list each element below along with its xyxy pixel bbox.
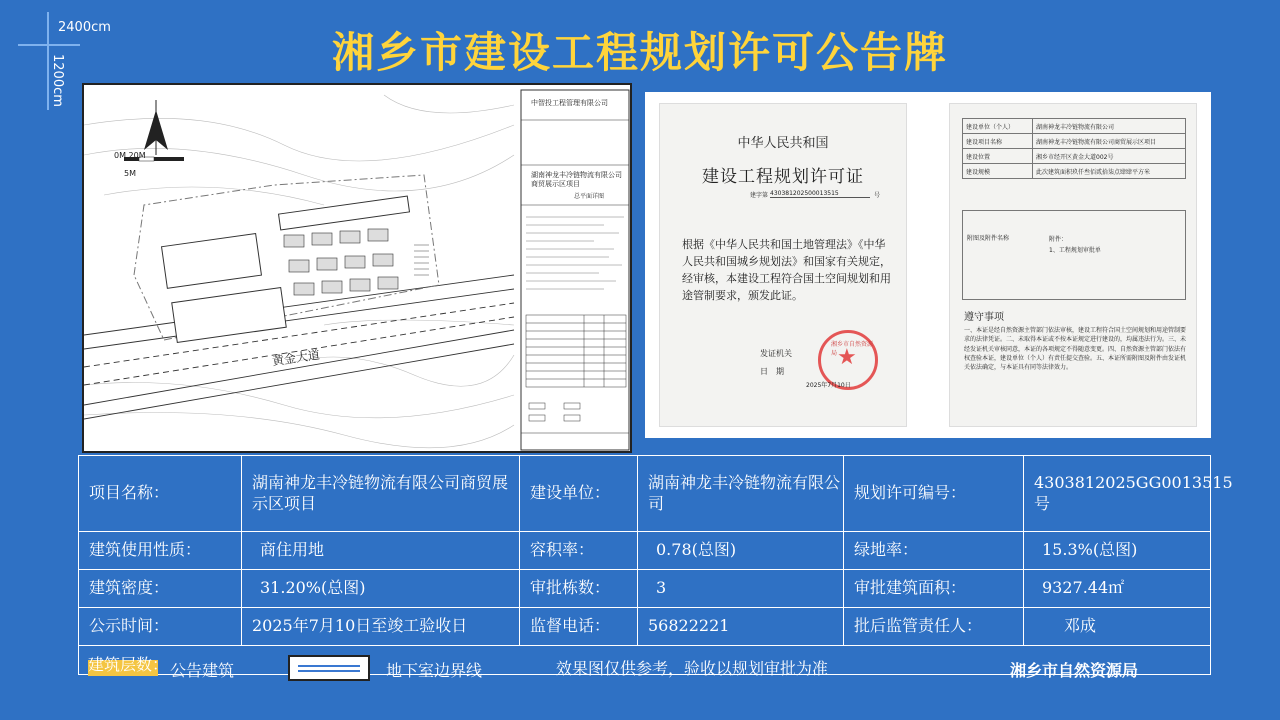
density-label: 建筑密度： — [79, 570, 242, 608]
use-label: 建筑使用性质： — [79, 532, 242, 570]
permit-certificate-front — [659, 103, 907, 427]
height-dimension-label: 1200cm — [50, 54, 65, 107]
table-row: 建设规模 此次建筑面积玖仟叁佰贰拾柒点肆肆平方米 — [963, 164, 1186, 179]
certificate-date-label: 日 期 — [760, 367, 784, 376]
attachment-value — [1049, 235, 1101, 257]
far-value: 0.78(总图) — [638, 532, 844, 570]
attachment-item: 1、工程规划审批单 — [1049, 246, 1101, 254]
certificate-number: 430381202500013515 — [770, 190, 870, 198]
green-value: 15.3%(总图) — [1024, 532, 1210, 570]
basement-line-swatch — [288, 655, 370, 681]
drawing-scale-label: 0M 20M — [114, 151, 146, 160]
seal-date: 2025年7月10日 — [806, 382, 851, 389]
bureau-name: 湘乡市自然资源局 — [1010, 661, 1139, 680]
period-label: 公示时间： — [79, 608, 242, 646]
seal-text: 湘乡市自然资源局 — [831, 341, 874, 357]
supervisor-label: 批后监管责任人： — [844, 608, 1024, 646]
project-info-table — [78, 455, 1233, 675]
attachment-label: 附图及附件名称 — [967, 235, 1010, 242]
site-plan-svg — [84, 85, 632, 453]
buildings-label: 审批栋数： — [520, 570, 638, 608]
permit-no-label: 规划许可编号： — [844, 456, 1024, 532]
phone-label: 监督电话： — [520, 608, 638, 646]
rules-text: 一、本证是经自然资源主管部门依法审核，建设工程符合国土空间规划和用途管制要求的法律凭证。二、未取得本证或不按本证规定进行建设的，均属违法行为。三、未经发证机关审核同意，本证的各项规定不得随意变更。四、自然资源主管部门依法有权查验本证，建设单位（个人）有责任提交查验。五、本证所需附图及附件由发证机关依法确定，与本证具有同等法律效力。 — [964, 327, 1187, 372]
floors-label: 建筑层数： — [88, 655, 169, 674]
permit-certificate-back — [949, 103, 1197, 427]
use-value: 商住用地 — [242, 532, 520, 570]
drawing-sheet: 总平面详图 — [574, 193, 605, 200]
density-value: 31.20%(总图) — [242, 570, 520, 608]
drawing-scale-sub: 5M — [124, 169, 136, 178]
drawing-project: 湖南神龙丰冷链物流有限公司商贸展示区项目 — [531, 171, 622, 188]
project-name-label: 项目名称： — [79, 456, 242, 532]
basement-line-label: 地下室边界线 — [386, 661, 483, 680]
builder-name: 湖南神龙丰冷链物流有限公司 — [638, 456, 844, 532]
far-label: 容积率： — [520, 532, 638, 570]
certificate-title: 建设工程规划许可证 — [702, 167, 864, 187]
rules-title: 遵守事项 — [964, 312, 1004, 323]
page-title: 湘乡市建设工程规划许可公告牌 — [331, 28, 948, 77]
attachment-heading: 附件： — [1049, 236, 1068, 243]
certificate-issuer-label: 发证机关 — [760, 349, 792, 358]
project-name: 湖南神龙丰冷链物流有限公司商贸展示区项目 — [242, 456, 520, 532]
legend-row — [78, 652, 1211, 682]
area-value: 9327.44㎡ — [1024, 570, 1210, 608]
table-row: 建设单位（个人） 湖南神龙丰冷链物流有限公司 — [963, 119, 1186, 134]
builder-label: 建设单位： — [520, 456, 638, 532]
certificate-attachment-box — [962, 210, 1186, 300]
certificate-body: 根据《中华人民共和国土地管理法》《中华人民共和国城乡规划法》和国家有关规定，经审核，本建设工程符合国土空间规划和用途管制要求，颁发此证。 — [682, 238, 891, 303]
phone-value: 56822221 — [638, 608, 844, 646]
width-dimension-label: 2400cm — [58, 20, 111, 35]
certificate-detail-table — [962, 118, 1186, 179]
area-label: 审批建筑面积： — [844, 570, 1024, 608]
seal-star-icon: ★ — [837, 345, 857, 370]
certificate-number-prefix: 建字第 — [750, 192, 769, 199]
drawing-company: 中智投工程管理有限公司 — [531, 99, 608, 107]
buildings-value: 3 — [638, 570, 844, 608]
table-row: 建设项目名称 湖南神龙丰冷链物流有限公司商贸展示区项目 — [963, 134, 1186, 149]
certificate-country: 中华人民共和国 — [737, 136, 829, 151]
announce-building-label: 公告建筑 — [170, 661, 235, 680]
permit-certificate-panel — [645, 92, 1211, 438]
site-plan-drawing — [82, 83, 632, 453]
green-label: 绿地率： — [844, 532, 1024, 570]
drawing-road-label: 黄金大道 — [271, 347, 321, 369]
certificate-number-suffix: 号 — [874, 192, 881, 199]
period-value: 2025年7月10日至竣工验收日 — [242, 608, 520, 646]
north-arrow-icon — [144, 100, 168, 155]
table-row: 建设位置 湘乡市经开区黄金大道002号 — [963, 149, 1186, 164]
permit-no: 4303812025GG0013515号 — [1024, 456, 1210, 532]
supervisor-value: 邓成 — [1024, 608, 1210, 646]
disclaimer-note: 效果图仅供参考，验收以规划审批为准 — [556, 659, 829, 678]
